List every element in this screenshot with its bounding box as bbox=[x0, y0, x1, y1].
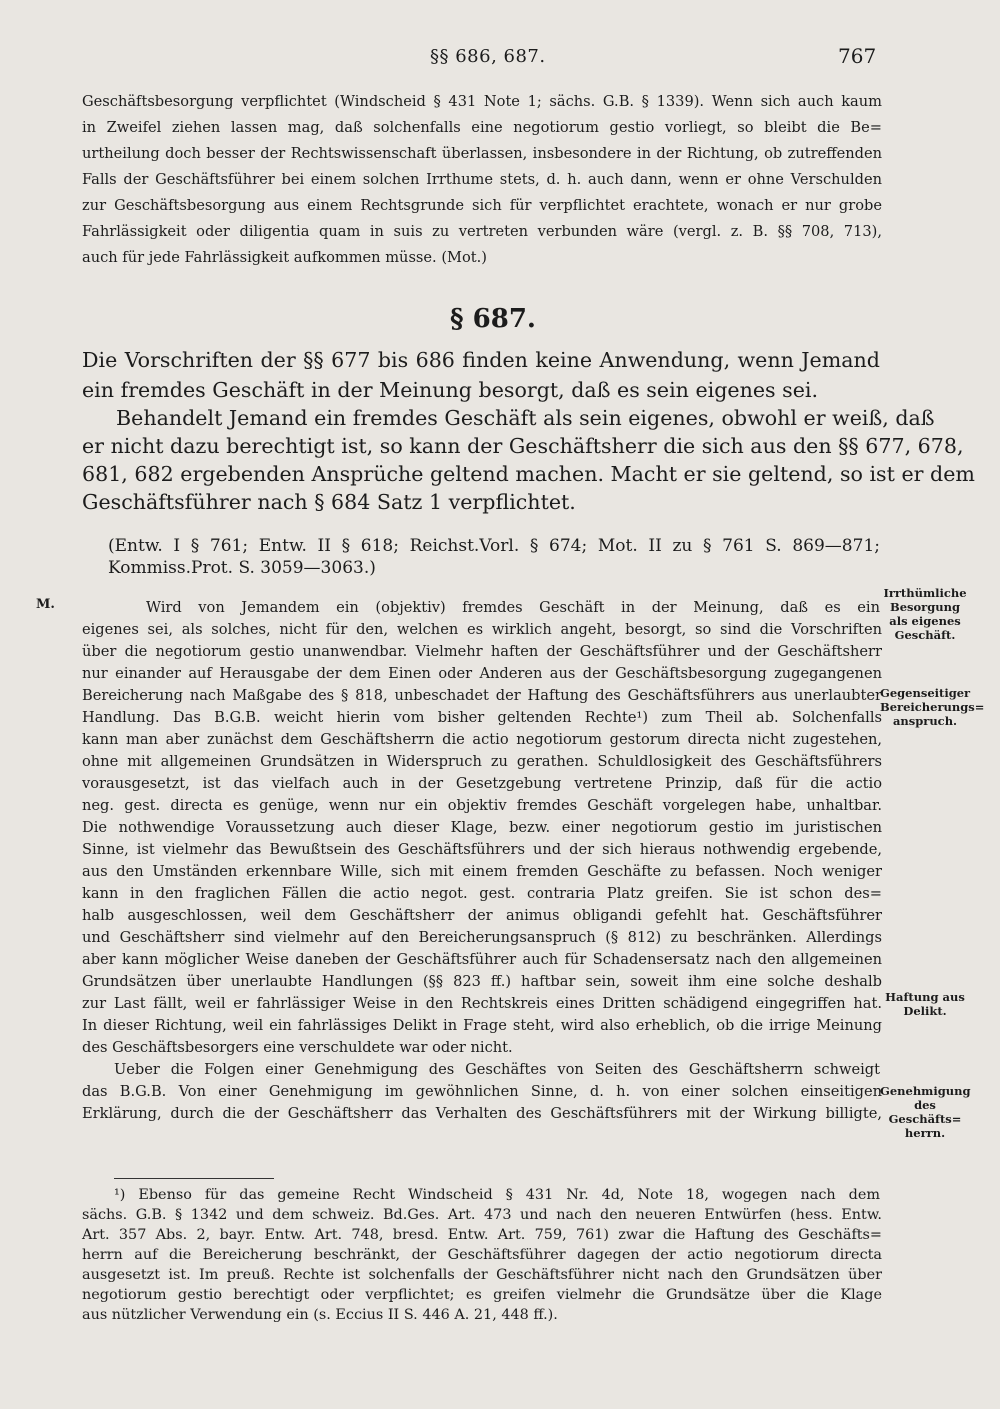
body-line: nur einander auf Herausgabe der dem Einen oder Anderen aus der Geschäftsbesorgung zugegangenen bbox=[82, 665, 882, 682]
statute-line: ein fremdes Geschäft in der Meinung besorgt, daß es sein eigenes sei. bbox=[82, 378, 819, 402]
margin-note: Haftung aus Delikt. bbox=[885, 990, 965, 1018]
body-line: kann in den fraglichen Fällen die actio negot. gest. contraria Platz greifen. Sie ist schon des= bbox=[82, 885, 882, 902]
intro-line: Geschäftsbesorgung verpflichtet (Windscheid § 431 Note 1; sächs. G.B. § 1339). Wenn sich auch kaum bbox=[82, 93, 882, 110]
intro-line: zur Geschäftsbesorgung aus einem Rechtsgrunde sich für verpflichtet erachtete, wonach er nur grobe bbox=[82, 197, 882, 214]
statute-line: Behandelt Jemand ein fremdes Geschäft als sein eigenes, obwohl er weiß, daß bbox=[116, 406, 935, 430]
margin-note: Gegenseitiger Bereicherungs= anspruch. bbox=[880, 686, 985, 728]
running-header: §§ 686, 687. bbox=[430, 46, 546, 67]
body-line: vorausgesetzt, ist das vielfach auch in der Gesetzgebung vertretene Prinzip, daß für die actio bbox=[82, 775, 882, 792]
footnote-line: negotiorum gestio berechtigt oder verpflichtet; es greifen vielmehr die Grundsätze über die Klage bbox=[82, 1287, 882, 1303]
statute-line: er nicht dazu berechtigt ist, so kann der Geschäftsherr die sich aus den §§ 677, 678, bbox=[82, 434, 964, 458]
footnote-line: Art. 357 Abs. 2, bayr. Entw. Art. 748, bresd. Entw. Art. 759, 761) zwar die Haftung des Geschäfts= bbox=[82, 1227, 882, 1243]
body-line: des Geschäftsbesorgers eine verschuldete war oder nicht. bbox=[82, 1039, 513, 1056]
page-number: 767 bbox=[838, 44, 877, 68]
body-line: aber kann möglicher Weise daneben der Geschäftsführer auch für Schadensersatz nach den allgemeinen bbox=[82, 951, 882, 968]
body-line: eigenes sei, als solches, nicht für den, welchen es wirklich angeht, besorgt, so sind die Vorschriften bbox=[82, 621, 882, 638]
margin-note: Irrthümliche Besorgung als eigenes Geschäft. bbox=[883, 586, 967, 642]
footnote-line: herrn auf die Bereicherung beschränkt, der Geschäftsführer dagegen der actio negotiorum directa bbox=[82, 1247, 882, 1263]
footnote-line: aus nützlicher Verwendung ein (s. Eccius II S. 446 A. 21, 448 ff.). bbox=[82, 1307, 558, 1323]
body-line: Ueber die Folgen einer Genehmigung des Geschäftes von Seiten des Geschäftsherrn schweigt bbox=[114, 1061, 880, 1078]
body-line: zur Last fällt, weil er fahrlässiger Weise in den Rechtskreis eines Dritten schädigend eingegriffen hat. bbox=[82, 995, 882, 1012]
body-line: aus den Umständen erkennbare Wille, sich mit einem fremden Geschäfte zu befassen. Noch weniger bbox=[82, 863, 882, 880]
body-line: Grundsätzen über unerlaubte Handlungen (§§ 823 ff.) haftbar sein, soweit ihm eine solche deshalb bbox=[82, 973, 882, 990]
body-line: neg. gest. directa es genüge, wenn nur ein objektiv fremdes Geschäft vorgelegen habe, unhaltbar. bbox=[82, 797, 882, 814]
footnote-separator bbox=[114, 1178, 274, 1179]
body-line: Die nothwendige Voraussetzung auch dieser Klage, bezw. einer negotiorum gestio im juristischen bbox=[82, 819, 882, 836]
footnote-line: ¹) Ebenso für das gemeine Recht Windscheid § 431 Nr. 4d, Note 18, wogegen nach dem bbox=[114, 1187, 880, 1203]
intro-line: Falls der Geschäftsführer bei einem solchen Irrthume stets, d. h. auch dann, wenn er ohne Verschulden bbox=[82, 171, 882, 188]
body-line: In dieser Richtung, weil ein fahrlässiges Delikt in Frage steht, wird also erheblich, ob die irrige Meinung bbox=[82, 1017, 882, 1034]
body-line: und Geschäftsherr sind vielmehr auf den Bereicherungsanspruch (§ 812) zu beschränken. Allerdings bbox=[82, 929, 882, 946]
footnote-line: sächs. G.B. § 1342 und dem schweiz. Bd.Ges. Art. 473 und nach den neueren Entwürfen (hess. Entw. bbox=[82, 1207, 882, 1223]
body-line: Wird von Jemandem ein (objektiv) fremdes Geschäft in der Meinung, daß es ein bbox=[146, 599, 880, 616]
body-line: Sinne, ist vielmehr das Bewußtsein des Geschäftsführers und der sich hieraus nothwendig ergebende, bbox=[82, 841, 882, 858]
statute-line: 681, 682 ergebenden Ansprüche geltend machen. Macht er sie geltend, so ist er dem bbox=[82, 462, 975, 486]
footnote-line: ausgesetzt ist. Im preuß. Rechte ist solchenfalls der Geschäftsführer nicht nach den Grundsätzen über bbox=[82, 1267, 882, 1283]
margin-note: Genehmigung des Geschäfts= herrn. bbox=[880, 1084, 971, 1140]
intro-line: urtheilung doch besser der Rechtswissenschaft überlassen, insbesondere in der Richtung, ob zutreffenden bbox=[82, 145, 882, 162]
intro-line: Fahrlässigkeit oder diligentia quam in suis zu vertreten verbunden wäre (vergl. z. B. §§ 708, 713), bbox=[82, 223, 882, 240]
body-line: halb ausgeschlossen, weil dem Geschäftsherr der animus obligandi gefehlt hat. Geschäftsführer bbox=[82, 907, 882, 924]
citation-line: (Entw. I § 761; Entw. II § 618; Reichst.Vorl. § 674; Mot. II zu § 761 S. 869—871; bbox=[108, 536, 880, 556]
citation-line: Kommiss.Prot. S. 3059—3063.) bbox=[108, 558, 376, 578]
body-line: über die negotiorum gestio unanwendbar. Vielmehr haften der Geschäftsführer und der Geschäftsherr bbox=[82, 643, 882, 660]
intro-line: in Zweifel ziehen lassen mag, daß solchenfalls eine negotiorum gestio vorliegt, so bleibt die Be= bbox=[82, 119, 882, 136]
statute-line: Geschäftsführer nach § 684 Satz 1 verpflichtet. bbox=[82, 490, 576, 514]
statute-line: Die Vorschriften der §§ 677 bis 686 finden keine Anwendung, wenn Jemand bbox=[82, 348, 880, 372]
body-line: Handlung. Das B.G.B. weicht hierin vom bisher geltenden Rechte¹) zum Theil ab. Solchenfalls bbox=[82, 709, 882, 726]
motive-marker: M. bbox=[36, 597, 55, 612]
section-heading: § 687. bbox=[450, 304, 536, 334]
body-line: Bereicherung nach Maßgabe des § 818, unbeschadet der Haftung des Geschäftsführers aus unerlaubter bbox=[82, 687, 882, 704]
intro-line: auch für jede Fahrlässigkeit aufkommen müsse. (Mot.) bbox=[82, 249, 487, 266]
body-line: Erklärung, durch die der Geschäftsherr das Verhalten des Geschäftsführers mit der Wirkung billigte, bbox=[82, 1105, 882, 1122]
body-line: ohne mit allgemeinen Grundsätzen in Widerspruch zu gerathen. Schuldlosigkeit des Geschäftsführers bbox=[82, 753, 882, 770]
body-line: das B.G.B. Von einer Genehmigung im gewöhnlichen Sinne, d. h. von einer solchen einseitigen bbox=[82, 1083, 882, 1100]
body-line: kann man aber zunächst dem Geschäftsherrn die actio negotiorum gestorum directa nicht zugestehen, bbox=[82, 731, 882, 748]
